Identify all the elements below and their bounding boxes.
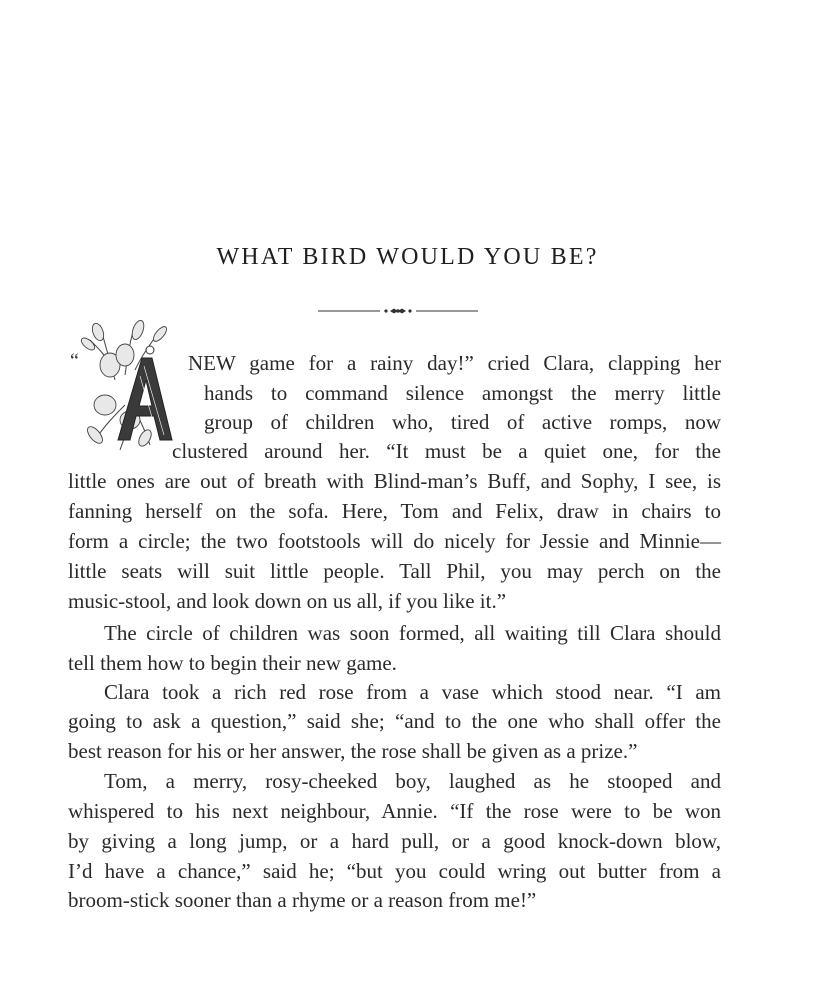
paragraph-4-line-4: I’d have a chance,” said he; “but you could wring out butter from a (68, 859, 721, 883)
paragraph-2-line-1: The circle of children was soon formed, all waiting till Clara should (104, 621, 721, 645)
opening-quote: “ (70, 350, 79, 372)
paragraph-1-line-5: little ones are out of breath with Blind-man’s Buff, and Sophy, I see, is (68, 469, 721, 493)
chapter-title: WHAT BIRD WOULD YOU BE? (216, 244, 599, 270)
paragraph-3-line-3: best reason for his or her answer, the rose shall be given as a prize.” (68, 739, 638, 763)
paragraph-4-line-5: broom-stick sooner than a rhyme or a reason from me!” (68, 888, 537, 912)
paragraph-4-line-1: Tom, a merry, rosy-cheeked boy, laughed as he stooped and (104, 769, 721, 793)
paragraph-1-line-4: clustered around her. “It must be a quiet one, for the (172, 439, 721, 463)
paragraph-4-line-3: by giving a long jump, or a hard pull, or a good knock-down blow, (68, 829, 721, 853)
paragraph-1-line-2: hands to command silence amongst the merry little (204, 381, 721, 405)
paragraph-4-line-2: whispered to his next neighbour, Annie. “If the rose were to be won (68, 799, 721, 823)
title-ornament-divider (318, 306, 478, 316)
paragraph-3-line-2: going to ask a question,” said she; “and to the one who shall offer the (68, 709, 721, 733)
paragraph-1-line-6: fanning herself on the sofa. Here, Tom and Felix, draw in chairs to (68, 499, 721, 523)
paragraph-1-line-3: group of children who, tired of active romps, now (204, 410, 721, 434)
paragraph-1-line-7: form a circle; the two footstools will do nicely for Jessie and Minnie— (68, 529, 721, 553)
paragraph-2-line-2: tell them how to begin their new game. (68, 651, 397, 675)
paragraph-1-line-9: music-stool, and look down on us all, if you like it.” (68, 589, 507, 613)
paragraph-3-line-1: Clara took a rich red rose from a vase which stood near. “I am (104, 680, 721, 704)
paragraph-1-line-8: little seats will suit little people. Tall Phil, you may perch on the (68, 559, 721, 583)
paragraph-1-line-1: NEW game for a rainy day!” cried Clara, clapping her (188, 351, 721, 375)
floral-drop-cap-A (80, 320, 180, 455)
